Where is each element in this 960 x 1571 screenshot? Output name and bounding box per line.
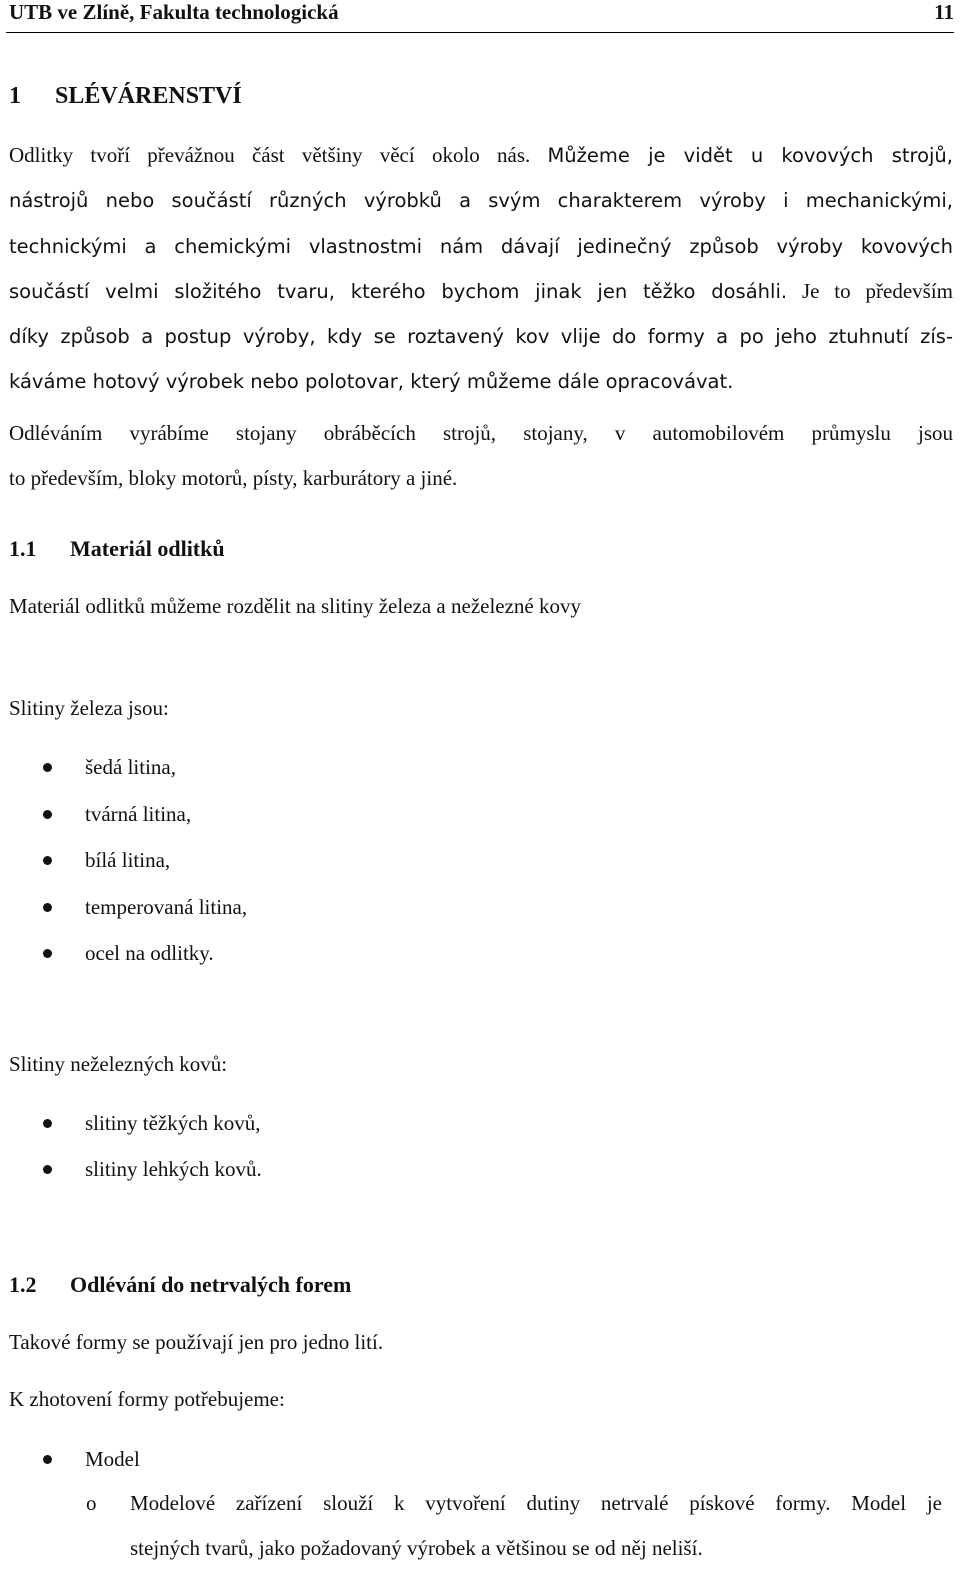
header-title: UTB ve Zlíně, Fakulta technologická [9,0,339,24]
paragraph-line: nástrojů nebo součástí různých výrobků a svým charakterem výroby i mechanickými, [9,189,953,213]
paragraph-line: technickými a chemickými vlastnostmi nám dávají jedinečný způsob výroby kovových [9,234,953,258]
paragraph-line: součástí velmi složitého tvaru, kterého bychom jinak jen těžko dosáhli. Je to především [9,278,953,303]
section-1-1-text: Materiál odlitků můžeme rozdělit na slitiny železa a neželezné kovy [9,594,582,618]
page-header [6,0,954,33]
chapter-heading [9,81,242,111]
bullet-icon [43,763,52,772]
nonferrous-heading: Slitiny neželezných kovů: [9,1052,228,1076]
section-1-2-lead: K zhotovení formy potřebujeme: [9,1387,285,1411]
list-item: temperovaná litina, [0,892,960,922]
circle-bullet-marker: o [86,1491,97,1515]
paragraph-line: Odlitky tvoří převážnou část většiny věcí okolo nás. Můžeme je vidět u kovových strojů, [9,143,953,167]
bullet-icon [43,949,52,958]
section-1-2-heading [9,1271,351,1299]
paragraph-line: díky způsob a postup výroby, kdy se roztavený kov vlije do formy a po jeho ztuhnutí zís- [9,325,953,349]
list-item: bílá litina, [0,845,960,875]
paragraph-line: káváme hotový výrobek nebo polotovar, který můžeme dále opracovávat. [9,370,734,394]
list-item: Model [0,1444,960,1474]
sub-list-text: Modelové zařízení slouží k vytvoření dutiny netrvalé pískové formy. Model je stejných tvarů, jako požadovaný výrobek a většinou se od něj neliší. [130,1491,942,1560]
bullet-icon [43,1165,52,1174]
section-1-2-text: Takové formy se používají jen pro jedno lití. [9,1330,384,1354]
paragraph-line: to především, bloky motorů, písty, karburátory a jiné. [9,466,458,491]
section-number: 1.2 [9,1272,37,1297]
bullet-icon [43,1455,52,1464]
list-item: tvárná litina, [0,799,960,829]
chapter-title: SLÉVÁRENSTVÍ [55,83,242,109]
bullet-icon [43,903,52,912]
list-item: slitiny lehkých kovů. [0,1154,960,1184]
iron-alloys-heading: Slitiny železa jsou: [9,696,169,720]
section-1-1-heading [9,535,225,563]
chapter-number: 1 [9,83,21,109]
page-number: 11 [934,0,954,24]
list-item: šedá litina, [0,752,960,782]
paragraph-line: Odléváním vyrábíme stojany obráběcích strojů, stojany, v automobilovém průmyslu jsou [9,421,953,445]
intro-paragraph [9,133,953,405]
section-title: Odlévání do netrvalých forem [70,1272,352,1297]
bullet-icon [43,810,52,819]
bullet-icon [43,1119,52,1128]
section-number: 1.1 [9,536,37,561]
castings-use-paragraph [9,411,953,502]
list-item: ocel na odlitky. [0,938,960,968]
section-title: Materiál odlitků [70,536,225,561]
bullet-icon [43,856,52,865]
list-item: slitiny těžkých kovů, [0,1108,960,1138]
